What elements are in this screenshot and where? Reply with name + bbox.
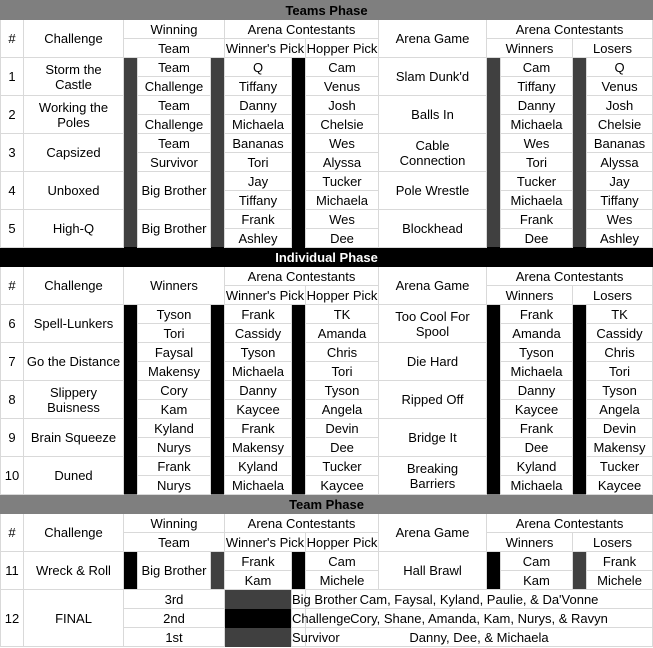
col-header-arena-losers: Losers bbox=[573, 533, 653, 552]
table-row bbox=[1, 419, 653, 438]
winner-cell: Frank bbox=[138, 457, 211, 476]
arena-loser-cell: Kaycee bbox=[587, 476, 653, 495]
winners-pick-cell: Tiffany bbox=[225, 191, 292, 210]
hopper-pick-cell: Chris bbox=[306, 343, 379, 362]
hopper-pick-cell: Tucker bbox=[306, 172, 379, 191]
arena-winner-cell: Frank bbox=[501, 419, 573, 438]
col-header-winning: Winning bbox=[124, 20, 225, 39]
color-swatch bbox=[124, 210, 138, 248]
color-swatch bbox=[573, 457, 587, 495]
color-swatch bbox=[292, 381, 306, 419]
winner-cell: Tori bbox=[138, 324, 211, 343]
challenge-name: Slippery Buisness bbox=[24, 381, 124, 419]
arena-loser-cell: Devin bbox=[587, 419, 653, 438]
color-swatch bbox=[211, 381, 225, 419]
winner-cell: Kam bbox=[138, 400, 211, 419]
color-swatch bbox=[573, 134, 587, 172]
challenge-name: Capsized bbox=[24, 134, 124, 172]
challenge-name: Working the Poles bbox=[24, 96, 124, 134]
color-swatch bbox=[225, 628, 292, 647]
final-members: Cam, Faysal, Kyland, Paulie, & Da'Vonne bbox=[306, 590, 653, 609]
col-header-arena-game: Arena Game bbox=[379, 267, 487, 305]
winners-pick-cell: Ashley bbox=[225, 229, 292, 248]
color-swatch bbox=[124, 96, 138, 134]
color-swatch bbox=[292, 96, 306, 134]
winner-cell: Makensy bbox=[138, 362, 211, 381]
color-swatch bbox=[292, 457, 306, 495]
arena-winner-cell: Michaela bbox=[501, 362, 573, 381]
col-header-challenge: Challenge bbox=[24, 514, 124, 552]
color-swatch bbox=[225, 609, 292, 628]
arena-game-cell: Hall Brawl bbox=[379, 552, 487, 590]
col-header-challenge: Challenge bbox=[24, 267, 124, 305]
winner-cell: Nurys bbox=[138, 438, 211, 457]
arena-winner-cell: Tiffany bbox=[501, 77, 573, 96]
winners-pick-cell: Q bbox=[225, 58, 292, 77]
arena-winner-cell: Wes bbox=[501, 134, 573, 153]
row-number: 10 bbox=[1, 457, 24, 495]
color-swatch bbox=[292, 172, 306, 210]
winners-pick-cell: Makensy bbox=[225, 438, 292, 457]
table-row bbox=[1, 381, 653, 400]
color-swatch bbox=[487, 552, 501, 590]
color-swatch bbox=[211, 343, 225, 381]
row-number: 9 bbox=[1, 419, 24, 457]
color-swatch bbox=[487, 343, 501, 381]
table-row bbox=[1, 267, 653, 286]
winners-pick-cell: Bananas bbox=[225, 134, 292, 153]
col-header-num: # bbox=[1, 20, 24, 58]
arena-loser-cell: Angela bbox=[587, 400, 653, 419]
color-swatch bbox=[124, 134, 138, 172]
color-swatch bbox=[292, 134, 306, 172]
color-swatch bbox=[124, 305, 138, 343]
color-swatch bbox=[487, 134, 501, 172]
hopper-pick-cell: Tyson bbox=[306, 381, 379, 400]
arena-game-cell: Blockhead bbox=[379, 210, 487, 248]
winner-cell: Survivor bbox=[138, 153, 211, 172]
color-swatch bbox=[573, 172, 587, 210]
arena-game-cell: Ripped Off bbox=[379, 381, 487, 419]
arena-loser-cell: Makensy bbox=[587, 438, 653, 457]
winners-pick-cell: Kyland bbox=[225, 457, 292, 476]
col-header-arena-contestants: Arena Contestants bbox=[225, 20, 379, 39]
phase-title-teams: Teams Phase bbox=[1, 1, 653, 20]
color-swatch bbox=[573, 58, 587, 96]
arena-game-cell: Die Hard bbox=[379, 343, 487, 381]
arena-winner-cell: Michaela bbox=[501, 115, 573, 134]
col-header-num: # bbox=[1, 267, 24, 305]
challenge-name: Go the Distance bbox=[24, 343, 124, 381]
color-swatch bbox=[124, 552, 138, 590]
arena-game-cell: Balls In bbox=[379, 96, 487, 134]
table-row bbox=[1, 495, 653, 514]
arena-loser-cell: Josh bbox=[587, 96, 653, 115]
final-place: 1st bbox=[124, 628, 225, 647]
col-header-arena-winners: Winners bbox=[487, 39, 573, 58]
color-swatch bbox=[211, 457, 225, 495]
hopper-pick-cell: Josh bbox=[306, 96, 379, 115]
final-members: Cory, Shane, Amanda, Kam, Nurys, & Ravyn bbox=[306, 609, 653, 628]
hopper-pick-cell: TK bbox=[306, 305, 379, 324]
arena-loser-cell: Tucker bbox=[587, 457, 653, 476]
hopper-pick-cell: Tori bbox=[306, 362, 379, 381]
color-swatch bbox=[487, 210, 501, 248]
winner-cell: Team bbox=[138, 134, 211, 153]
arena-game-cell: Cable Connection bbox=[379, 134, 487, 172]
winners-pick-cell: Tori bbox=[225, 153, 292, 172]
arena-game-cell: Pole Wrestle bbox=[379, 172, 487, 210]
final-place: 3rd bbox=[124, 590, 225, 609]
winners-pick-cell: Danny bbox=[225, 381, 292, 400]
arena-game-cell: Too Cool For Spool bbox=[379, 305, 487, 343]
hopper-pick-cell: Wes bbox=[306, 134, 379, 153]
winner-cell: Nurys bbox=[138, 476, 211, 495]
col-header-arena-contestants: Arena Contestants bbox=[225, 267, 379, 286]
winners-pick-cell: Michaela bbox=[225, 362, 292, 381]
arena-loser-cell: Ashley bbox=[587, 229, 653, 248]
row-number: 7 bbox=[1, 343, 24, 381]
color-swatch bbox=[487, 419, 501, 457]
arena-loser-cell: Venus bbox=[587, 77, 653, 96]
arena-loser-cell: Chris bbox=[587, 343, 653, 362]
winners-pick-cell: Frank bbox=[225, 210, 292, 229]
hopper-pick-cell: Chelsie bbox=[306, 115, 379, 134]
row-number: 11 bbox=[1, 552, 24, 590]
color-swatch bbox=[573, 210, 587, 248]
col-header-arena-losers: Losers bbox=[573, 39, 653, 58]
table-row bbox=[1, 1, 653, 20]
col-header-arena-winners: Winners bbox=[487, 286, 573, 305]
arena-loser-cell: Cassidy bbox=[587, 324, 653, 343]
final-members: Danny, Dee, & Michaela bbox=[306, 628, 653, 647]
winner-cell: Cory bbox=[138, 381, 211, 400]
hopper-pick-cell: Michele bbox=[306, 571, 379, 590]
arena-loser-cell: Bananas bbox=[587, 134, 653, 153]
hopper-pick-cell: Dee bbox=[306, 438, 379, 457]
color-swatch bbox=[211, 58, 225, 96]
hopper-pick-cell: Wes bbox=[306, 210, 379, 229]
table-row bbox=[1, 172, 653, 191]
color-swatch bbox=[573, 343, 587, 381]
col-header-arena-contestants: Arena Contestants bbox=[487, 20, 653, 39]
table-row bbox=[1, 343, 653, 362]
arena-winner-cell: Dee bbox=[501, 438, 573, 457]
arena-game-cell: Bridge It bbox=[379, 419, 487, 457]
col-header-arena-losers: Losers bbox=[573, 286, 653, 305]
winner-cell: Big Brother bbox=[138, 552, 211, 590]
winner-cell: Big Brother bbox=[138, 210, 211, 248]
arena-winner-cell: Danny bbox=[501, 96, 573, 115]
winners-pick-cell: Jay bbox=[225, 172, 292, 191]
col-header-arena-game: Arena Game bbox=[379, 20, 487, 58]
arena-winner-cell: Frank bbox=[501, 210, 573, 229]
challenge-name: Spell-Lunkers bbox=[24, 305, 124, 343]
hopper-pick-cell: Devin bbox=[306, 419, 379, 438]
arena-winner-cell: Kam bbox=[501, 571, 573, 590]
col-header-num: # bbox=[1, 514, 24, 552]
challenge-name: FINAL bbox=[24, 590, 124, 647]
arena-loser-cell: Wes bbox=[587, 210, 653, 229]
hopper-pick-cell: Michaela bbox=[306, 191, 379, 210]
arena-loser-cell: Tiffany bbox=[587, 191, 653, 210]
color-swatch bbox=[211, 210, 225, 248]
arena-winner-cell: Michaela bbox=[501, 191, 573, 210]
row-number: 8 bbox=[1, 381, 24, 419]
challenge-name: Wreck & Roll bbox=[24, 552, 124, 590]
arena-loser-cell: Michele bbox=[587, 571, 653, 590]
row-number: 3 bbox=[1, 134, 24, 172]
color-swatch bbox=[487, 58, 501, 96]
col-header-arena-winners: Winners bbox=[487, 533, 573, 552]
color-swatch bbox=[292, 58, 306, 96]
color-swatch bbox=[124, 457, 138, 495]
winner-cell: Challenge bbox=[138, 115, 211, 134]
winners-pick-cell: Kaycee bbox=[225, 400, 292, 419]
table-row bbox=[1, 210, 653, 229]
arena-winner-cell: Amanda bbox=[501, 324, 573, 343]
color-swatch bbox=[211, 419, 225, 457]
color-swatch bbox=[292, 343, 306, 381]
arena-winner-cell: Dee bbox=[501, 229, 573, 248]
table-row bbox=[1, 514, 653, 533]
col-header-winners: Winners bbox=[124, 267, 225, 305]
color-swatch bbox=[124, 58, 138, 96]
hopper-pick-cell: Angela bbox=[306, 400, 379, 419]
phase-title-team: Team Phase bbox=[1, 495, 653, 514]
winner-cell: Challenge bbox=[138, 77, 211, 96]
color-swatch bbox=[225, 590, 292, 609]
row-number: 2 bbox=[1, 96, 24, 134]
final-place: 2nd bbox=[124, 609, 225, 628]
color-swatch bbox=[573, 305, 587, 343]
arena-winner-cell: Cam bbox=[501, 552, 573, 571]
color-swatch bbox=[573, 552, 587, 590]
arena-loser-cell: Chelsie bbox=[587, 115, 653, 134]
arena-winner-cell: Kyland bbox=[501, 457, 573, 476]
hopper-pick-cell: Cam bbox=[306, 58, 379, 77]
final-team: Challenge bbox=[292, 610, 351, 626]
color-swatch bbox=[211, 96, 225, 134]
table-row bbox=[1, 58, 653, 77]
hopper-pick-cell: Venus bbox=[306, 77, 379, 96]
col-header-hopper-pick: Hopper Pick bbox=[306, 534, 378, 550]
color-swatch bbox=[487, 96, 501, 134]
color-swatch bbox=[487, 172, 501, 210]
row-number: 6 bbox=[1, 305, 24, 343]
challenge-name: High-Q bbox=[24, 210, 124, 248]
color-swatch bbox=[487, 381, 501, 419]
arena-winner-cell: Tori bbox=[501, 153, 573, 172]
hopper-pick-cell: Cam bbox=[306, 552, 379, 571]
col-header-hopper-pick: Hopper Pick bbox=[306, 287, 378, 303]
col-header-winning: Winning bbox=[124, 514, 225, 533]
winners-pick-cell: Frank bbox=[225, 552, 292, 571]
arena-winner-cell: Cam bbox=[501, 58, 573, 77]
arena-game-cell: Breaking Barriers bbox=[379, 457, 487, 495]
color-swatch bbox=[211, 172, 225, 210]
color-swatch bbox=[292, 305, 306, 343]
color-swatch bbox=[124, 172, 138, 210]
color-swatch bbox=[292, 552, 306, 590]
challenge-name: Brain Squeeze bbox=[24, 419, 124, 457]
color-swatch bbox=[487, 457, 501, 495]
col-header-arena-contestants: Arena Contestants bbox=[487, 267, 653, 286]
table-row bbox=[1, 590, 653, 609]
col-header-team: Team bbox=[124, 39, 225, 58]
col-header-winners-pick: Winner's Pick bbox=[225, 534, 305, 550]
arena-winner-cell: Frank bbox=[501, 305, 573, 324]
winners-pick-cell: Danny bbox=[225, 96, 292, 115]
hopper-pick-cell: Tucker bbox=[306, 457, 379, 476]
winners-pick-cell: Kam bbox=[225, 571, 292, 590]
arena-winner-cell: Tucker bbox=[501, 172, 573, 191]
table-row bbox=[1, 457, 653, 476]
table-row bbox=[1, 305, 653, 324]
col-header-arena-contestants: Arena Contestants bbox=[225, 514, 379, 533]
challenge-name: Storm the Castle bbox=[24, 58, 124, 96]
col-header-team: Team bbox=[124, 533, 225, 552]
color-swatch bbox=[487, 305, 501, 343]
col-header-hopper-pick: Hopper Pick bbox=[306, 40, 378, 56]
color-swatch bbox=[573, 419, 587, 457]
arena-winner-cell: Danny bbox=[501, 381, 573, 400]
arena-loser-cell: Frank bbox=[587, 552, 653, 571]
hopper-pick-cell: Amanda bbox=[306, 324, 379, 343]
hopper-pick-cell: Alyssa bbox=[306, 153, 379, 172]
table-body bbox=[1, 1, 653, 647]
arena-loser-cell: Tori bbox=[587, 362, 653, 381]
winner-cell: Big Brother bbox=[138, 172, 211, 210]
winners-pick-cell: Michaela bbox=[225, 115, 292, 134]
color-swatch bbox=[124, 343, 138, 381]
hopper-pick-cell: Kaycee bbox=[306, 476, 379, 495]
row-number: 12 bbox=[1, 590, 24, 647]
winner-cell: Team bbox=[138, 58, 211, 77]
winners-pick-cell: Tiffany bbox=[225, 77, 292, 96]
winner-cell: Tyson bbox=[138, 305, 211, 324]
hopper-pick-cell: Dee bbox=[306, 229, 379, 248]
table-row bbox=[1, 20, 653, 39]
winner-cell: Team bbox=[138, 96, 211, 115]
arena-loser-cell: Jay bbox=[587, 172, 653, 191]
arena-loser-cell: Alyssa bbox=[587, 153, 653, 172]
col-header-arena-game: Arena Game bbox=[379, 514, 487, 552]
color-swatch bbox=[211, 552, 225, 590]
col-header-arena-contestants: Arena Contestants bbox=[487, 514, 653, 533]
winner-cell: Faysal bbox=[138, 343, 211, 362]
arena-winner-cell: Tyson bbox=[501, 343, 573, 362]
row-number: 5 bbox=[1, 210, 24, 248]
color-swatch bbox=[124, 419, 138, 457]
arena-loser-cell: TK bbox=[587, 305, 653, 324]
challenge-name: Duned bbox=[24, 457, 124, 495]
col-header-winners-pick: Winner's Pick bbox=[225, 40, 305, 56]
arena-loser-cell: Tyson bbox=[587, 381, 653, 400]
color-swatch bbox=[292, 419, 306, 457]
row-number: 4 bbox=[1, 172, 24, 210]
winners-pick-cell: Tyson bbox=[225, 343, 292, 362]
final-team: Survivor bbox=[292, 629, 340, 645]
row-number: 1 bbox=[1, 58, 24, 96]
challenge-name: Unboxed bbox=[24, 172, 124, 210]
arena-winner-cell: Michaela bbox=[501, 476, 573, 495]
color-swatch bbox=[573, 381, 587, 419]
color-swatch bbox=[292, 210, 306, 248]
col-header-winners-pick: Winner's Pick bbox=[225, 287, 305, 303]
table-row bbox=[1, 552, 653, 571]
winners-pick-cell: Frank bbox=[225, 419, 292, 438]
final-team: Big Brother bbox=[292, 591, 358, 607]
table-row bbox=[1, 96, 653, 115]
arena-winner-cell: Kaycee bbox=[501, 400, 573, 419]
arena-game-cell: Slam Dunk'd bbox=[379, 58, 487, 96]
color-swatch bbox=[573, 96, 587, 134]
col-header-challenge: Challenge bbox=[24, 20, 124, 58]
table-row bbox=[1, 134, 653, 153]
color-swatch bbox=[124, 381, 138, 419]
phase-title-individual: Individual Phase bbox=[1, 248, 653, 267]
winners-pick-cell: Cassidy bbox=[225, 324, 292, 343]
winner-cell: Kyland bbox=[138, 419, 211, 438]
color-swatch bbox=[211, 134, 225, 172]
arena-loser-cell: Q bbox=[587, 58, 653, 77]
winners-pick-cell: Michaela bbox=[225, 476, 292, 495]
winners-pick-cell: Frank bbox=[225, 305, 292, 324]
color-swatch bbox=[211, 305, 225, 343]
table-row bbox=[1, 248, 653, 267]
